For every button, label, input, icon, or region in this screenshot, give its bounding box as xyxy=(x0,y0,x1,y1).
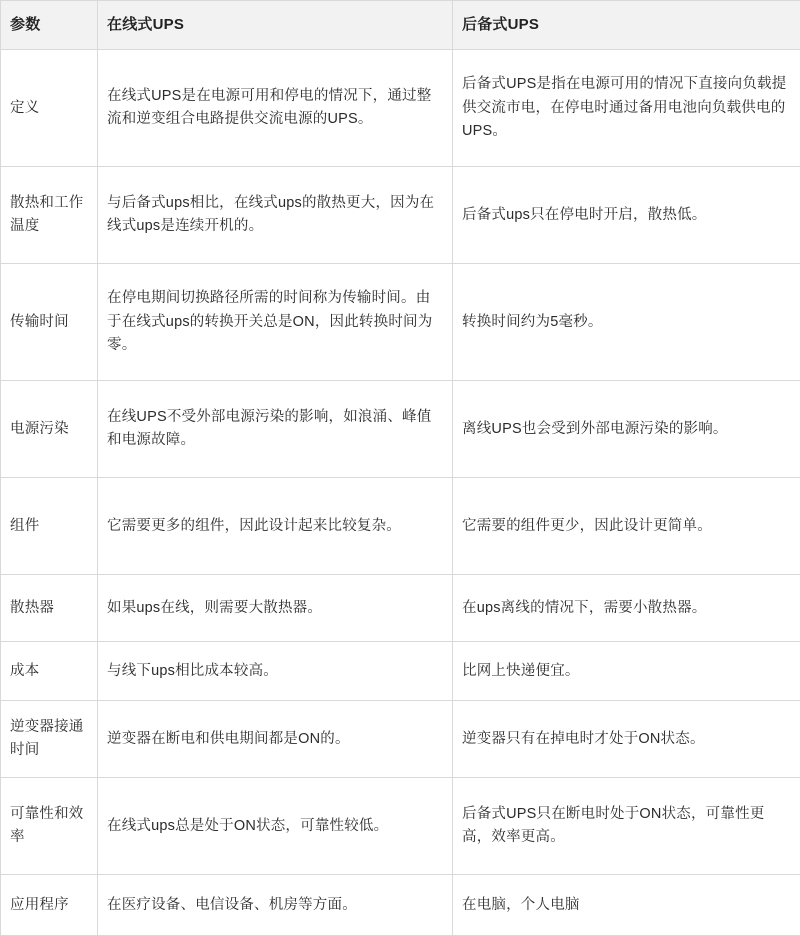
table-row xyxy=(1,575,800,642)
table-row xyxy=(1,701,800,778)
cell-parameter: 可靠性和效率 xyxy=(1,778,98,875)
cell-online-ups: 逆变器在断电和供电期间都是ON的。 xyxy=(98,701,453,778)
cell-standby-ups: 后备式UPS只在断电时处于ON状态，可靠性更高，效率更高。 xyxy=(453,778,800,875)
cell-parameter: 传输时间 xyxy=(1,264,98,381)
cell-online-ups: 在线式UPS是在电源可用和停电的情况下，通过整流和逆变组合电路提供交流电源的UPS。 xyxy=(98,50,453,167)
column-header-online-ups: 在线式UPS xyxy=(98,1,453,50)
column-header-standby-ups: 后备式UPS xyxy=(453,1,800,50)
cell-online-ups: 如果ups在线，则需要大散热器。 xyxy=(98,575,453,642)
table-row xyxy=(1,875,800,936)
cell-parameter: 组件 xyxy=(1,478,98,575)
table-row xyxy=(1,264,800,381)
cell-parameter: 散热和工作温度 xyxy=(1,167,98,264)
table-body xyxy=(1,50,800,936)
cell-parameter: 逆变器接通时间 xyxy=(1,701,98,778)
cell-online-ups: 与后备式ups相比，在线式ups的散热更大，因为在线式ups是连续开机的。 xyxy=(98,167,453,264)
table-row xyxy=(1,50,800,167)
cell-standby-ups: 后备式UPS是指在电源可用的情况下直接向负载提供交流市电，在停电时通过备用电池向负载供电的UPS。 xyxy=(453,50,800,167)
cell-online-ups: 在停电期间切换路径所需的时间称为传输时间。由于在线式ups的转换开关总是ON，因此转换时间为零。 xyxy=(98,264,453,381)
table-row xyxy=(1,778,800,875)
table-header xyxy=(1,1,800,50)
cell-standby-ups: 它需要的组件更少，因此设计更简单。 xyxy=(453,478,800,575)
table-header-row xyxy=(1,1,800,50)
cell-standby-ups: 后备式ups只在停电时开启，散热低。 xyxy=(453,167,800,264)
cell-standby-ups: 比网上快递便宜。 xyxy=(453,642,800,701)
cell-online-ups: 在线式ups总是处于ON状态，可靠性较低。 xyxy=(98,778,453,875)
cell-standby-ups: 转换时间约为5毫秒。 xyxy=(453,264,800,381)
cell-standby-ups: 逆变器只有在掉电时才处于ON状态。 xyxy=(453,701,800,778)
cell-parameter: 应用程序 xyxy=(1,875,98,936)
cell-online-ups: 在医疗设备、电信设备、机房等方面。 xyxy=(98,875,453,936)
cell-standby-ups: 离线UPS也会受到外部电源污染的影响。 xyxy=(453,381,800,478)
column-header-parameter: 参数 xyxy=(1,1,98,50)
cell-standby-ups: 在ups离线的情况下，需要小散热器。 xyxy=(453,575,800,642)
table-row xyxy=(1,642,800,701)
cell-parameter: 成本 xyxy=(1,642,98,701)
table-row xyxy=(1,167,800,264)
table-row xyxy=(1,478,800,575)
cell-parameter: 散热器 xyxy=(1,575,98,642)
cell-online-ups: 在线UPS不受外部电源污染的影响，如浪涌、峰值和电源故障。 xyxy=(98,381,453,478)
cell-online-ups: 它需要更多的组件，因此设计起来比较复杂。 xyxy=(98,478,453,575)
table-row xyxy=(1,381,800,478)
cell-online-ups: 与线下ups相比成本较高。 xyxy=(98,642,453,701)
cell-standby-ups: 在电脑，个人电脑 xyxy=(453,875,800,936)
cell-parameter: 定义 xyxy=(1,50,98,167)
cell-parameter: 电源污染 xyxy=(1,381,98,478)
